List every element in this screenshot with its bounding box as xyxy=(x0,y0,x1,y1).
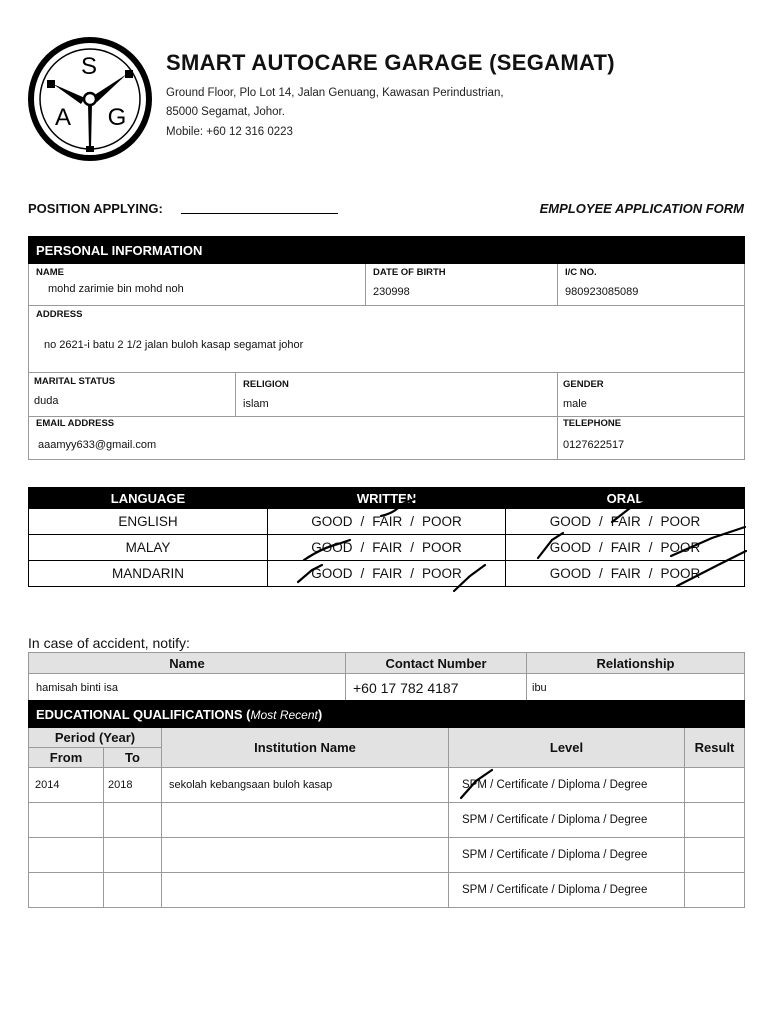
mobile-number: Mobile: +60 12 316 0223 xyxy=(166,126,293,138)
option-poor[interactable]: POOR xyxy=(660,540,701,555)
written-options xyxy=(268,535,506,561)
option-fair[interactable]: FAIR xyxy=(372,540,403,555)
emergency-title: In case of accident, notify: xyxy=(28,635,190,651)
telephone-label: TELEPHONE xyxy=(563,418,622,429)
edu-to[interactable] xyxy=(104,838,162,873)
emergency-contact-header: Contact Number xyxy=(346,653,527,674)
edu-from[interactable] xyxy=(29,803,104,838)
ic-value[interactable]: 980923085089 xyxy=(565,286,639,298)
religion-label: RELIGION xyxy=(243,379,289,390)
address-value[interactable]: no 2621-i batu 2 1/2 jalan buloh kasap segamat johor xyxy=(44,339,304,351)
separator: / xyxy=(598,566,603,581)
name-value[interactable]: mohd zarimie bin mohd noh xyxy=(48,283,184,295)
edu-institution[interactable] xyxy=(162,873,449,908)
language-name: MALAY xyxy=(29,535,268,561)
option-fair[interactable]: FAIR xyxy=(610,540,641,555)
option-fair[interactable]: FAIR xyxy=(372,566,403,581)
oral-options xyxy=(506,535,745,561)
emergency-table xyxy=(28,652,745,702)
edu-from[interactable]: 2014 xyxy=(29,768,104,803)
education-table xyxy=(28,700,745,908)
option-good[interactable]: GOOD xyxy=(311,514,353,529)
separator: / xyxy=(360,540,365,555)
option-poor[interactable]: POOR xyxy=(422,566,462,581)
period-header: Period (Year) xyxy=(29,728,162,748)
telephone-cell xyxy=(558,417,745,460)
education-title-note: Most Recent xyxy=(250,707,318,722)
separator: / xyxy=(360,566,365,581)
edu-level[interactable]: SPM / Certificate / Diploma / Degree xyxy=(449,838,685,873)
education-row xyxy=(29,838,745,873)
edu-institution[interactable] xyxy=(162,838,449,873)
education-row xyxy=(29,803,745,838)
marital-value[interactable]: duda xyxy=(34,395,59,407)
marital-label: MARITAL STATUS xyxy=(34,376,116,387)
oral-options xyxy=(506,561,745,587)
edu-level[interactable]: SPM / Certificate / Diploma / Degree xyxy=(449,803,685,838)
option-fair[interactable]: FAIR xyxy=(610,566,641,581)
separator: / xyxy=(410,566,415,581)
separator: / xyxy=(410,514,415,529)
option-good[interactable]: GOOD xyxy=(549,540,591,555)
separator: / xyxy=(410,540,415,555)
option-poor[interactable]: POOR xyxy=(422,514,462,529)
option-good[interactable]: GOOD xyxy=(311,566,353,581)
ic-cell xyxy=(558,264,745,306)
logo-letter-g: G xyxy=(107,104,127,131)
position-input-line[interactable] xyxy=(181,213,338,214)
emergency-name-header: Name xyxy=(29,653,346,674)
personal-info-header: PERSONAL INFORMATION xyxy=(29,237,745,264)
language-table xyxy=(28,487,745,587)
result-header: Result xyxy=(685,728,745,768)
option-poor[interactable]: POOR xyxy=(660,514,701,529)
emergency-relationship-header: Relationship xyxy=(527,653,745,674)
language-name: MANDARIN xyxy=(29,561,268,587)
religion-cell xyxy=(236,373,558,417)
address-cell xyxy=(29,306,745,373)
telephone-value[interactable]: 0127622517 xyxy=(563,439,625,451)
dob-value[interactable]: 230998 xyxy=(373,286,410,298)
dob-cell xyxy=(366,264,558,306)
ic-label: I/C NO. xyxy=(565,267,597,278)
separator: / xyxy=(648,566,653,581)
to-header: To xyxy=(104,748,162,768)
education-header xyxy=(29,701,745,728)
separator: / xyxy=(598,514,603,529)
oral-options xyxy=(506,509,745,535)
address-line-1: Ground Floor, Plo Lot 14, Jalan Genuang, Kawasan Perindustrian, xyxy=(166,87,504,99)
address-label: ADDRESS xyxy=(36,309,83,320)
edu-result[interactable] xyxy=(685,768,745,803)
written-options xyxy=(268,509,506,535)
company-logo xyxy=(27,36,153,162)
logo-letter-a: A xyxy=(54,104,72,131)
gender-value[interactable]: male xyxy=(563,398,587,410)
language-row xyxy=(29,561,745,587)
language-row xyxy=(29,535,745,561)
edu-to[interactable]: 2018 xyxy=(104,768,162,803)
email-label: EMAIL ADDRESS xyxy=(36,418,115,429)
email-value[interactable]: aaamyy633@gmail.com xyxy=(38,439,157,451)
education-row xyxy=(29,873,745,908)
education-title-paren-open: ( xyxy=(242,706,251,722)
separator: / xyxy=(598,540,603,555)
edu-result[interactable] xyxy=(685,803,745,838)
option-poor[interactable]: POOR xyxy=(422,540,462,555)
emergency-name[interactable]: hamisah binti isa xyxy=(29,674,346,702)
level-header: Level xyxy=(449,728,685,768)
separator: / xyxy=(648,514,653,529)
edu-to[interactable] xyxy=(104,803,162,838)
edu-institution[interactable] xyxy=(162,803,449,838)
name-label: NAME xyxy=(36,267,64,278)
edu-from[interactable] xyxy=(29,873,104,908)
form-title: EMPLOYEE APPLICATION FORM xyxy=(539,201,744,216)
option-good[interactable]: GOOD xyxy=(549,566,591,581)
emergency-relationship[interactable]: ibu xyxy=(527,674,745,702)
edu-to[interactable] xyxy=(104,873,162,908)
edu-result[interactable] xyxy=(685,873,745,908)
edu-result[interactable] xyxy=(685,838,745,873)
separator: / xyxy=(648,540,653,555)
option-poor[interactable]: POOR xyxy=(660,566,701,581)
emergency-contact[interactable]: +60 17 782 4187 xyxy=(346,674,527,702)
written-header: WRITTEN xyxy=(268,488,506,509)
address-line-2: 85000 Segamat, Johor. xyxy=(166,106,285,118)
gender-label: GENDER xyxy=(563,379,604,390)
edu-institution[interactable]: sekolah kebangsaan buloh kasap xyxy=(162,768,449,803)
company-name: SMART AUTOCARE GARAGE (SEGAMAT) xyxy=(166,50,615,75)
oral-header: ORAL xyxy=(506,488,745,509)
dob-label: DATE OF BIRTH xyxy=(373,267,446,278)
education-row xyxy=(29,768,745,803)
edu-from[interactable] xyxy=(29,838,104,873)
option-good[interactable]: GOOD xyxy=(311,540,353,555)
email-cell xyxy=(29,417,558,460)
edu-level[interactable]: SPM / Certificate / Diploma / Degree xyxy=(449,873,685,908)
written-options xyxy=(268,561,506,587)
language-name: ENGLISH xyxy=(29,509,268,535)
education-title: EDUCATIONAL QUALIFICATIONS xyxy=(36,706,243,722)
language-header: LANGUAGE xyxy=(29,488,268,509)
position-label: POSITION APPLYING: xyxy=(28,201,163,216)
language-row xyxy=(29,509,745,535)
from-header: From xyxy=(29,748,104,768)
name-cell xyxy=(29,264,366,306)
religion-value[interactable]: islam xyxy=(243,398,269,410)
option-fair[interactable]: FAIR xyxy=(610,514,641,529)
separator: / xyxy=(360,514,365,529)
logo-letter-s: S xyxy=(80,53,98,80)
gender-cell xyxy=(558,373,745,417)
marital-cell xyxy=(29,373,236,417)
option-fair[interactable]: FAIR xyxy=(372,514,403,529)
option-good[interactable]: GOOD xyxy=(549,514,591,529)
edu-level[interactable]: SPM / Certificate / Diploma / Degree xyxy=(449,768,685,803)
personal-info-table xyxy=(28,236,745,460)
education-title-paren-close: ) xyxy=(317,706,323,722)
institution-header: Institution Name xyxy=(162,728,449,768)
